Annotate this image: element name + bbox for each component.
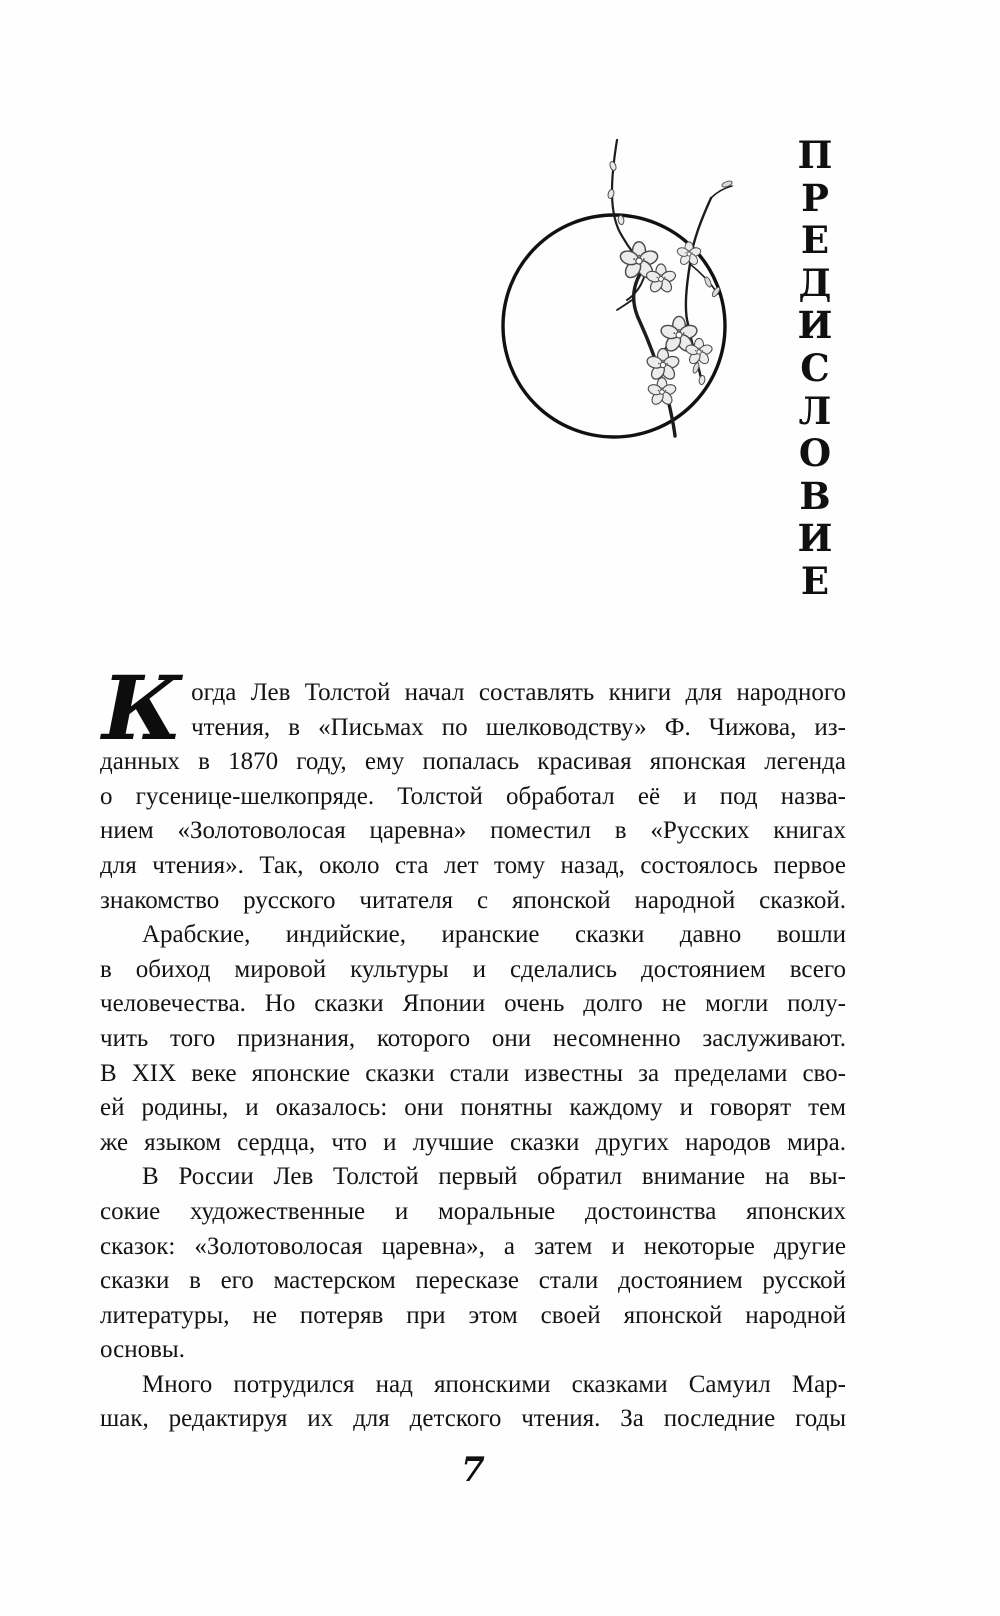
- text-line: ей родины, и оказалось: они понятны каждому и говорят тем: [100, 1094, 846, 1122]
- text-line: сказки в его мастерском пересказе стали достоянием русской: [100, 1267, 846, 1295]
- title-letter: Л: [798, 388, 832, 433]
- paragraph: [100, 918, 846, 1160]
- text-line: для чтения». Так, около ста лет тому назад, состоялось первое: [100, 851, 846, 879]
- paragraph: [100, 656, 846, 918]
- text-line: Много потрудился над японскими сказками Самуил Мар-: [142, 1370, 846, 1398]
- text-line: человечества. Но сказки Японии очень долго не могли полу-: [100, 990, 846, 1018]
- text-line: чтения, в «Письмах по шелководству» Ф. Чижова, из-: [191, 713, 846, 741]
- text-line: сказок: «Золотоволосая царевна», а затем и некоторые другие: [100, 1232, 846, 1260]
- title-letter: П: [797, 133, 833, 177]
- title-letter: Е: [800, 558, 830, 603]
- cherry-blossom-circle-icon: [480, 122, 748, 444]
- preface-text: [100, 656, 846, 1437]
- text-line: В XIX веке японские сказки стали известны за пределами сво-: [100, 1059, 846, 1087]
- page-number: 7: [461, 1450, 485, 1490]
- title-letter: В: [799, 473, 831, 518]
- paragraph: [100, 1368, 846, 1437]
- text-line: огда Лев Толстой начал составлять книги для народного: [191, 679, 846, 706]
- text-line: литературы, не потеряв при этом своей японской народной: [100, 1301, 846, 1329]
- title-letter: О: [798, 431, 832, 476]
- text-line: же языком сердца, что и лучшие сказки других народов мира.: [100, 1128, 846, 1156]
- chapter-title-vertical: [789, 134, 841, 603]
- title-letter: Р: [801, 175, 829, 220]
- drop-cap: К: [102, 656, 183, 760]
- text-line: о гусенице-шелкопряде. Толстой обработал её и под назва-: [100, 782, 846, 810]
- text-line: основы.: [100, 1336, 185, 1364]
- text-line: нием «Золотоволосая царевна» поместил в «Русских книгах: [100, 817, 846, 845]
- title-letter: И: [797, 303, 833, 348]
- text-line: чить того признания, которого они несомненно заслуживают.: [100, 1024, 846, 1052]
- title-letter: И: [797, 516, 833, 561]
- title-letter: С: [800, 345, 830, 390]
- text-line: шак, редактируя их для детского чтения. За последние годы: [100, 1405, 846, 1433]
- title-letter: Д: [798, 260, 832, 305]
- paragraph: [100, 1160, 846, 1368]
- text-line: В России Лев Толстой первый обратил внимание на вы-: [142, 1163, 846, 1191]
- text-line: Арабские, индийские, иранские сказки давно вошли: [142, 921, 846, 949]
- text-line: данных в 1870 году, ему попалась красивая японская легенда: [100, 748, 846, 776]
- text-line: сокие художественные и моральные достоинства японских: [100, 1197, 846, 1225]
- text-line: в обиход мировой культуры и сделались достоянием всего: [100, 955, 846, 983]
- text-line: знакомство русского читателя с японской народной сказкой.: [100, 886, 846, 914]
- title-letter: Е: [800, 218, 830, 263]
